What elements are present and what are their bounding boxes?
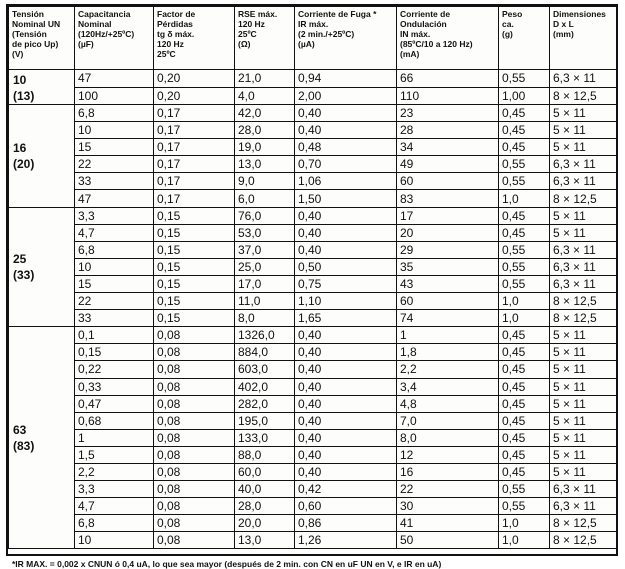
weight-cell: 0,55 [499,498,550,515]
table-row [9,224,617,241]
ripple-current-cell: 4,8 [397,395,499,412]
ripple-current-cell: 1,8 [397,344,499,361]
loss-factor-cell: 0,08 [154,463,235,480]
voltage-cell [9,207,75,327]
peak-voltage: (83) [13,438,35,453]
dimensions-cell: 6,3 × 11 [550,498,617,515]
ripple-current-cell: 74 [397,310,499,327]
capacitance-cell: 100 [75,87,154,105]
ripple-current-cell: 83 [397,190,499,207]
header-esr-text: RSE máx. 120 Hz 25ºC (Ω) [238,9,278,49]
esr-cell: 53,0 [235,224,295,241]
header-dimensions [550,7,617,70]
header-leakage-current [295,7,397,70]
table-header [9,7,617,70]
loss-factor-cell: 0,17 [154,139,235,156]
weight-cell: 0,45 [499,122,550,139]
capacitance-cell: 1,5 [75,446,154,463]
capacitance-cell: 6,8 [75,105,154,122]
loss-factor-cell: 0,08 [154,515,235,532]
leakage-current-cell: 0,40 [295,446,397,463]
weight-cell: 0,45 [499,429,550,446]
esr-cell: 11,0 [235,293,295,310]
esr-cell: 282,0 [235,395,295,412]
ripple-current-cell: 35 [397,258,499,275]
esr-cell: 13,0 [235,532,295,549]
voltage-cell [9,70,75,105]
header-dimensions-text: Dimensiones D x L (mm) [553,9,606,39]
ripple-current-cell: 50 [397,532,499,549]
peak-voltage: (13) [13,89,35,103]
weight-cell: 1,0 [499,532,550,549]
loss-factor-cell: 0,08 [154,412,235,429]
weight-cell: 0,45 [499,344,550,361]
table-row [9,412,617,429]
dimensions-cell: 5 × 11 [550,224,617,241]
loss-factor-cell: 0,15 [154,207,235,224]
weight-cell: 0,45 [499,395,550,412]
voltage-cell [9,105,75,208]
table-row [9,429,617,446]
nominal-voltage: 25 [13,251,27,266]
loss-factor-cell: 0,20 [154,87,235,105]
table-row [9,122,617,139]
dimensions-cell: 5 × 11 [550,122,617,139]
nominal-voltage: 63 [13,422,27,437]
capacitance-cell: 1 [75,429,154,446]
ripple-current-cell: 8,0 [397,429,499,446]
table-row [9,446,617,463]
table-body [9,70,617,549]
table-row [9,378,617,395]
weight-cell: 0,55 [499,481,550,498]
dimensions-cell: 6,3 × 11 [550,173,617,190]
header-ripple-current-text: Corriente de Ondulación IN máx. (85ºC/10 a 120 Hz) (mA) [400,9,473,59]
loss-factor-cell: 0,08 [154,481,235,498]
peak-voltage: (33) [13,267,35,282]
leakage-current-cell: 0,40 [295,105,397,122]
dimensions-cell: 8 × 12,5 [550,310,617,327]
esr-cell: 28,0 [235,498,295,515]
capacitance-cell: 0,15 [75,344,154,361]
loss-factor-cell: 0,08 [154,446,235,463]
weight-cell: 1,0 [499,515,550,532]
loss-factor-cell: 0,15 [154,310,235,327]
capacitance-cell: 4,7 [75,224,154,241]
ripple-current-cell: 12 [397,446,499,463]
leakage-current-cell: 0,86 [295,515,397,532]
loss-factor-cell: 0,08 [154,327,235,344]
table-row [9,310,617,327]
ripple-current-cell: 23 [397,105,499,122]
leakage-current-cell: 0,94 [295,70,397,88]
capacitance-cell: 0,22 [75,361,154,378]
ripple-current-cell: 60 [397,173,499,190]
dimensions-cell: 8 × 12,5 [550,190,617,207]
weight-cell: 1,0 [499,190,550,207]
esr-cell: 19,0 [235,139,295,156]
leakage-current-cell: 0,40 [295,207,397,224]
capacitance-cell: 33 [75,310,154,327]
header-esr [235,7,295,70]
header-leakage-current-text: Corriente de Fuga * IR máx. (2 min./+25ºC) (µA) [298,9,377,49]
spec-sheet [6,4,618,569]
loss-factor-cell: 0,15 [154,275,235,292]
ripple-current-cell: 17 [397,207,499,224]
dimensions-cell: 5 × 11 [550,207,617,224]
weight-cell: 0,55 [499,258,550,275]
capacitance-cell: 3,3 [75,481,154,498]
header-capacitance [75,7,154,70]
dimensions-cell: 6,3 × 11 [550,241,617,258]
esr-cell: 76,0 [235,207,295,224]
esr-cell: 40,0 [235,481,295,498]
leakage-current-cell: 1,65 [295,310,397,327]
leakage-current-cell: 0,40 [295,241,397,258]
esr-cell: 88,0 [235,446,295,463]
capacitance-cell: 0,33 [75,378,154,395]
dimensions-cell: 5 × 11 [550,429,617,446]
dimensions-cell: 5 × 11 [550,139,617,156]
weight-cell: 0,55 [499,275,550,292]
weight-cell: 0,55 [499,156,550,173]
capacitance-cell: 10 [75,532,154,549]
esr-cell: 25,0 [235,258,295,275]
dimensions-cell: 5 × 11 [550,463,617,480]
capacitance-cell: 47 [75,190,154,207]
table-row [9,361,617,378]
voltage-cell [9,327,75,549]
weight-cell: 0,55 [499,173,550,190]
loss-factor-cell: 0,17 [154,173,235,190]
table-row [9,327,617,344]
leakage-current-cell: 0,40 [295,378,397,395]
weight-cell: 0,55 [499,241,550,258]
dimensions-cell: 8 × 12,5 [550,87,617,105]
weight-cell: 0,45 [499,105,550,122]
capacitance-cell: 10 [75,122,154,139]
weight-cell: 1,0 [499,293,550,310]
loss-factor-cell: 0,17 [154,122,235,139]
leakage-current-cell: 0,40 [295,412,397,429]
leakage-current-cell: 0,50 [295,258,397,275]
loss-factor-cell: 0,17 [154,156,235,173]
header-loss-factor-text: Factor de Pérdidas tg δ máx. 120 Hz 25ºC [157,9,196,59]
leakage-current-cell: 0,42 [295,481,397,498]
table-row [9,463,617,480]
loss-factor-cell: 0,15 [154,241,235,258]
ripple-current-cell: 30 [397,498,499,515]
capacitance-cell: 6,8 [75,515,154,532]
leakage-current-cell: 1,50 [295,190,397,207]
capacitance-cell: 15 [75,139,154,156]
leakage-current-cell: 1,06 [295,173,397,190]
nominal-voltage: 10 [13,73,27,87]
capacitance-cell: 33 [75,173,154,190]
table-row [9,481,617,498]
table-row [9,190,617,207]
esr-cell: 133,0 [235,429,295,446]
ripple-current-cell: 49 [397,156,499,173]
table-row [9,395,617,412]
leakage-current-cell: 0,40 [295,122,397,139]
ripple-current-cell: 1 [397,327,499,344]
loss-factor-cell: 0,08 [154,429,235,446]
weight-cell: 0,45 [499,139,550,156]
capacitance-cell: 10 [75,258,154,275]
capacitance-cell: 4,7 [75,498,154,515]
leakage-current-cell: 0,48 [295,139,397,156]
dimensions-cell: 5 × 11 [550,361,617,378]
leakage-current-cell: 0,40 [295,344,397,361]
ripple-current-cell: 43 [397,275,499,292]
dimensions-cell: 5 × 11 [550,378,617,395]
ripple-current-cell: 16 [397,463,499,480]
capacitor-spec-table [8,6,617,549]
header-loss-factor [154,7,235,70]
capacitance-cell: 22 [75,156,154,173]
nominal-voltage: 16 [13,140,27,155]
esr-cell: 13,0 [235,156,295,173]
ripple-current-cell: 41 [397,515,499,532]
peak-voltage: (20) [13,156,35,171]
ripple-current-cell: 60 [397,293,499,310]
dimensions-cell: 6,3 × 11 [550,156,617,173]
capacitance-cell: 22 [75,293,154,310]
header-weight [499,7,550,70]
leakage-current-cell: 1,10 [295,293,397,310]
table-row [9,139,617,156]
table-row [9,498,617,515]
loss-factor-cell: 0,08 [154,361,235,378]
weight-cell: 0,45 [499,463,550,480]
loss-factor-cell: 0,15 [154,258,235,275]
esr-cell: 20,0 [235,515,295,532]
weight-cell: 0,45 [499,207,550,224]
esr-cell: 42,0 [235,105,295,122]
leakage-current-cell: 0,40 [295,361,397,378]
loss-factor-cell: 0,15 [154,293,235,310]
table-row [9,70,617,88]
loss-factor-cell: 0,08 [154,344,235,361]
header-weight-text: Peso ca. (g) [502,9,523,39]
table-row [9,87,617,105]
loss-factor-cell: 0,08 [154,395,235,412]
leakage-current-cell: 0,75 [295,275,397,292]
ripple-current-cell: 3,4 [397,378,499,395]
leakage-current-cell: 1,26 [295,532,397,549]
capacitance-cell: 47 [75,70,154,88]
dimensions-cell: 8 × 12,5 [550,532,617,549]
dimensions-cell: 8 × 12,5 [550,515,617,532]
ripple-current-cell: 7,0 [397,412,499,429]
ripple-current-cell: 20 [397,224,499,241]
esr-cell: 884,0 [235,344,295,361]
dimensions-cell: 5 × 11 [550,344,617,361]
loss-factor-cell: 0,15 [154,224,235,241]
esr-cell: 402,0 [235,378,295,395]
weight-cell: 1,00 [499,87,550,105]
leakage-current-cell: 0,40 [295,429,397,446]
dimensions-cell: 6,3 × 11 [550,275,617,292]
capacitance-cell: 0,68 [75,412,154,429]
esr-cell: 21,0 [235,70,295,88]
header-voltage-text: Tensión Nominal UN (Tensión de pico Up) (V) [12,9,61,59]
header-ripple-current [397,7,499,70]
esr-cell: 28,0 [235,122,295,139]
loss-factor-cell: 0,08 [154,378,235,395]
dimensions-cell: 5 × 11 [550,412,617,429]
loss-factor-cell: 0,17 [154,190,235,207]
weight-cell: 0,45 [499,361,550,378]
esr-cell: 1326,0 [235,327,295,344]
table-row [9,241,617,258]
ripple-current-cell: 28 [397,122,499,139]
loss-factor-cell: 0,20 [154,70,235,88]
leakage-current-cell: 0,40 [295,395,397,412]
leakage-current-cell: 0,40 [295,327,397,344]
leakage-current-cell: 0,40 [295,463,397,480]
leakage-current-cell: 0,70 [295,156,397,173]
loss-factor-cell: 0,08 [154,532,235,549]
leakage-current-cell: 0,40 [295,224,397,241]
dimensions-cell: 6,3 × 11 [550,70,617,88]
dimensions-cell: 6,3 × 11 [550,258,617,275]
esr-cell: 603,0 [235,361,295,378]
loss-factor-cell: 0,08 [154,498,235,515]
table-row [9,293,617,310]
dimensions-cell: 5 × 11 [550,395,617,412]
capacitance-cell: 0,47 [75,395,154,412]
dimensions-cell: 5 × 11 [550,446,617,463]
table-row [9,275,617,292]
ripple-current-cell: 110 [397,87,499,105]
header-capacitance-text: Capacitancia Nominal (120Hz/+25ºC) (µF) [78,9,135,49]
dimensions-cell: 8 × 12,5 [550,293,617,310]
weight-cell: 0,55 [499,70,550,88]
ripple-current-cell: 66 [397,70,499,88]
capacitance-cell: 15 [75,275,154,292]
capacitance-cell: 6,8 [75,241,154,258]
table-row [9,173,617,190]
footnote: *IR MAX. = 0,002 x CNUN ó 0,4 uA, lo que sea mayor (después de 2 min. con CN en uF UN en V, e IR en uA) [12,559,442,569]
esr-cell: 9,0 [235,173,295,190]
leakage-current-cell: 2,00 [295,87,397,105]
table-row [9,258,617,275]
table-row [9,207,617,224]
ripple-current-cell: 34 [397,139,499,156]
header-voltage [9,7,75,70]
esr-cell: 4,0 [235,87,295,105]
esr-cell: 37,0 [235,241,295,258]
ripple-current-cell: 2,2 [397,361,499,378]
capacitance-cell: 2,2 [75,463,154,480]
table-row [9,344,617,361]
dimensions-cell: 5 × 11 [550,105,617,122]
ripple-current-cell: 22 [397,481,499,498]
weight-cell: 1,0 [499,310,550,327]
table-row [9,515,617,532]
capacitance-cell: 3,3 [75,207,154,224]
capacitance-cell: 0,1 [75,327,154,344]
dimensions-cell: 6,3 × 11 [550,481,617,498]
table-row [9,532,617,549]
table-row [9,156,617,173]
esr-cell: 8,0 [235,310,295,327]
weight-cell: 0,45 [499,224,550,241]
esr-cell: 6,0 [235,190,295,207]
ripple-current-cell: 29 [397,241,499,258]
esr-cell: 17,0 [235,275,295,292]
esr-cell: 195,0 [235,412,295,429]
weight-cell: 0,45 [499,446,550,463]
loss-factor-cell: 0,17 [154,105,235,122]
weight-cell: 0,45 [499,412,550,429]
esr-cell: 60,0 [235,463,295,480]
weight-cell: 0,45 [499,327,550,344]
weight-cell: 0,45 [499,378,550,395]
table-row [9,105,617,122]
dimensions-cell: 5 × 11 [550,327,617,344]
leakage-current-cell: 0,60 [295,498,397,515]
